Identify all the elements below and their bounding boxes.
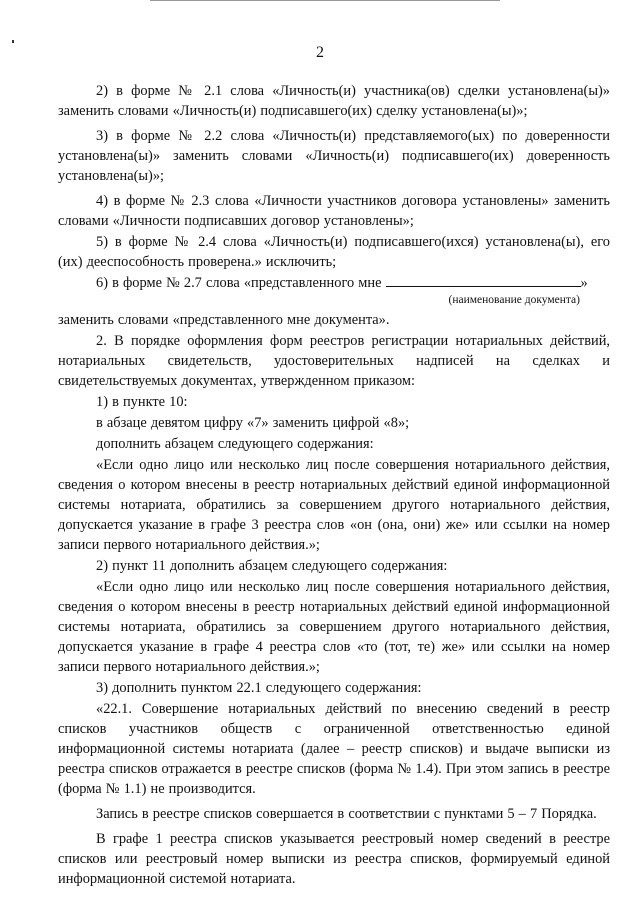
paragraph-item-3: 3) в форме № 2.2 слова «Личность(и) представляемого(ых) по доверенности установлена(ы)» заменить словами «Личность(и) подписавшего(их) доверенность установлена(ы)»;: [58, 128, 610, 184]
document-name-note: (наименование документа): [448, 294, 580, 306]
paragraph-add-abzac: дополнить абзацем следующего содержания:: [96, 436, 374, 452]
paragraph-point-11: 2) пункт 11 дополнить абзацем следующего содержания:: [96, 558, 448, 574]
closing-quote: »: [580, 275, 588, 291]
paragraph-quote-2: «Если одно лицо или несколько лиц после совершения нотариального действия, сведения о котором внесены в реестр нотариальных действий единой информационной системы нотариата, обратились за совершением другого нотариального действия, допускается указание в графе 4 реестра слов «то (тот, те) же» или ссылки на номер записи первого нотариального действия.»;: [58, 579, 610, 675]
paragraph-item-5: 5) в форме № 2.4 слова «Личность(и) подписавшего(ихся) установлена(ы), его (их) дееспособность проверена.» исключить;: [58, 234, 610, 270]
blank-line: [386, 273, 581, 287]
paragraph-quote-1: «Если одно лицо или несколько лиц после совершения нотариального действия, сведения о котором внесены в реестр нотариальных действий единой информационной системы нотариата, обратились за совершением другого нотариального действия, допускается указание в графе 3 реестра слов «он (она, они) же» или ссылки на номер записи первого нотариального действия.»;: [58, 457, 610, 553]
page-number: 2: [316, 44, 324, 61]
paragraph-column-1: В графе 1 реестра списков указывается реестровый номер сведений в реестре списков или реестровый номер выписки из реестра списков, формируемый единой информационной системой нотариата.: [58, 831, 610, 887]
scan-mark: [12, 40, 14, 43]
paragraph-section-2: 2. В порядке оформления форм реестров регистрации нотариальных действий, нотариальных свидетельств, удостоверительных надписей на сделках и свидетельствуемых документах, утвержденном приказом:: [58, 333, 610, 389]
document-body: [58, 80, 610, 889]
paragraph-item-6: [58, 273, 610, 293]
paragraph-point-22-1: 3) дополнить пунктом 22.1 следующего содержания:: [96, 680, 422, 696]
item-6-continuation: заменить словами «представленного мне документа».: [58, 312, 390, 328]
paragraph-point-10: 1) в пункте 10:: [96, 394, 188, 410]
paragraph-22-1-text: «22.1. Совершение нотариальных действий по внесению сведений в реестр списков участников обществ с ограниченной ответственностью единой информационной системы нотариата (далее – реестр списков) и выдаче выписки из реестра списков отражается в реестре списков (форма № 1.4). При этом запись в реестре (форма № 1.1) не производится.: [58, 701, 610, 797]
paragraph-record: Запись в реестре списков совершается в соответствии с пунктами 5 – 7 Порядка.: [96, 806, 597, 822]
paragraph-item-2: 2) в форме № 2.1 слова «Личность(и) участника(ов) сделки установлена(ы)» заменить словами «Личность(и) подписавшего(их) сделку установлена(ы)»;: [58, 83, 610, 119]
paragraph-item-4: 4) в форме № 2.3 слова «Личности участников договора установлены» заменить словами «Личности подписавших договор установлены»;: [58, 193, 610, 229]
scan-top-edge: [150, 0, 500, 1]
item-6-text: 6) в форме № 2.7 слова «представленного мне: [96, 275, 382, 291]
paragraph-abzac-9: в абзаце девятом цифру «7» заменить цифрой «8»;: [96, 415, 410, 431]
